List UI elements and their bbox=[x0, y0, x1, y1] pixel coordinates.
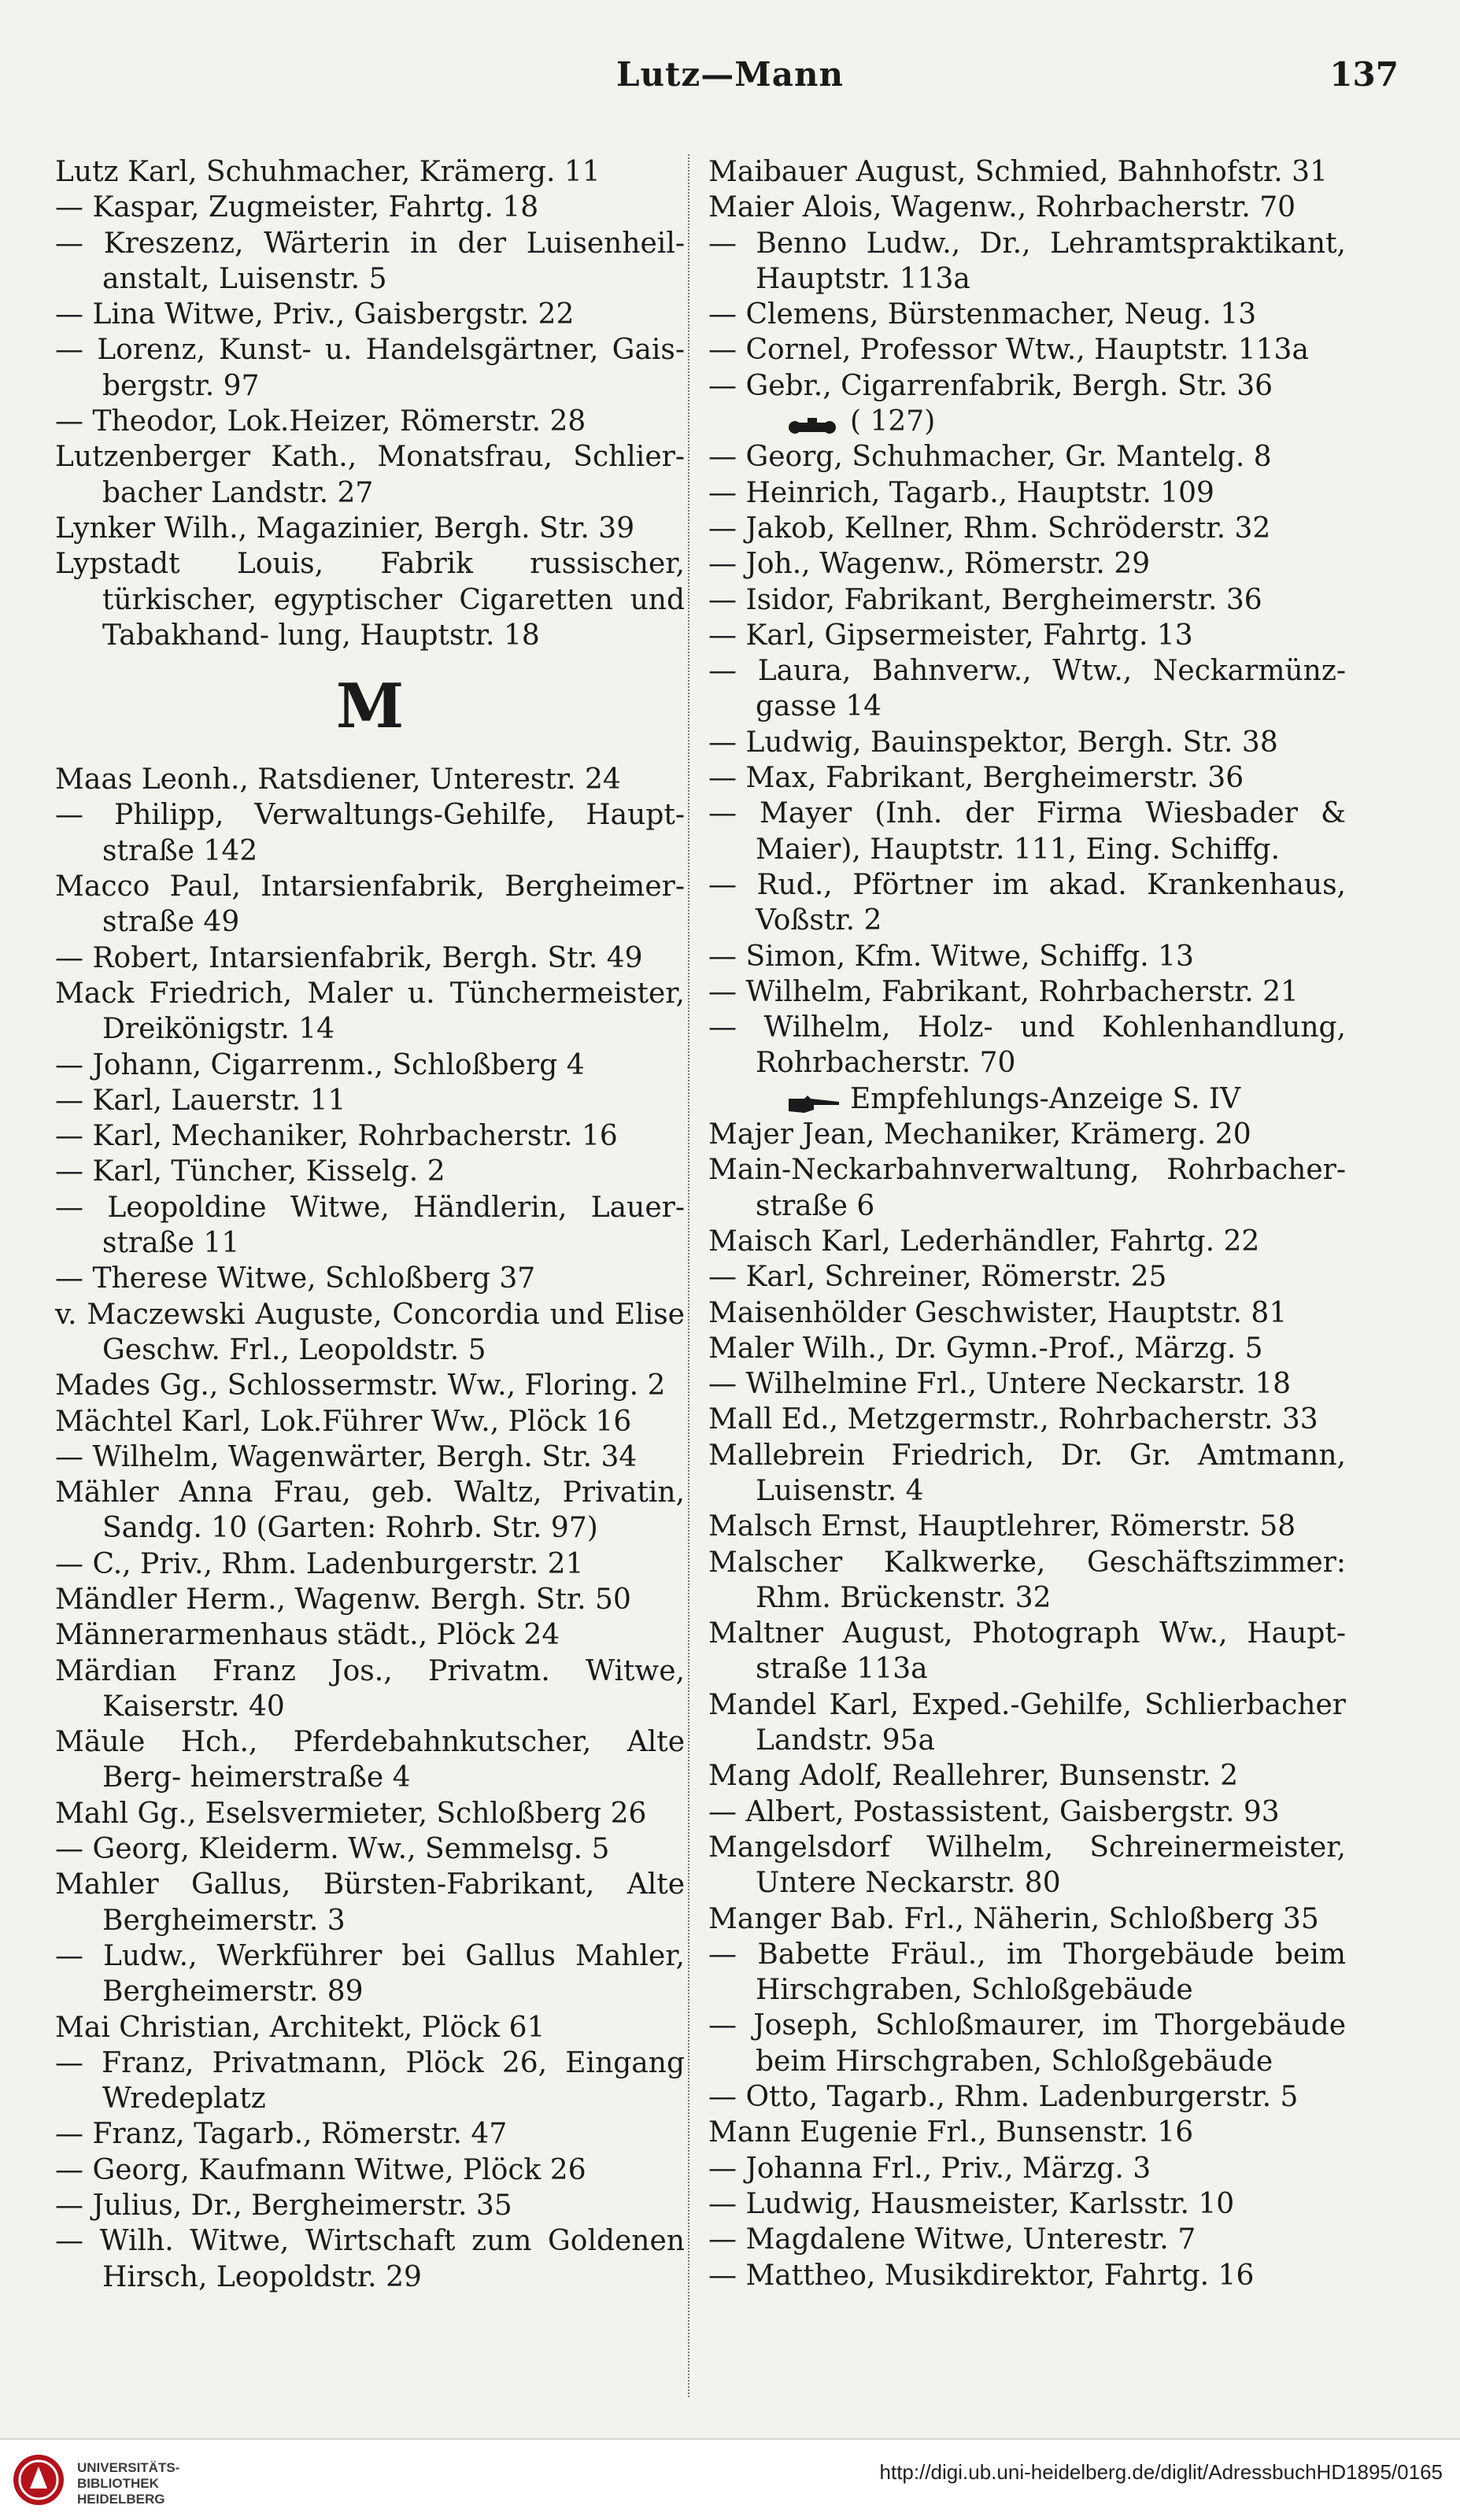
list-item: — Heinrich, Tagarb., Hauptstr. 109 bbox=[708, 476, 1214, 509]
list-item: — Isidor, Fabrikant, Bergheimerstr. 36 bbox=[708, 583, 1262, 616]
list-item: — Leopoldine Witwe, Händlerin, Lauer- straße 11 bbox=[55, 1191, 685, 1260]
list-item: — Wilhelm, Holz- und Kohlenhandlung, Rohrbacherstr. 70 bbox=[708, 1011, 1346, 1080]
list-item: — Karl, Lauerstr. 11 bbox=[55, 1084, 346, 1117]
list-item: v. Maczewski Auguste, Concordia und Elise Geschw. Frl., Leopoldstr. 5 bbox=[55, 1298, 685, 1366]
telephone-icon bbox=[787, 412, 842, 435]
list-item: Mai Christian, Architekt, Plöck 61 bbox=[55, 2011, 545, 2044]
library-logo[interactable] bbox=[11, 2452, 271, 2511]
list-item: Mall Ed., Metzgermstr., Rohrbacherstr. 33 bbox=[708, 1403, 1318, 1436]
list-item: — Karl, Schreiner, Römerstr. 25 bbox=[708, 1261, 1167, 1294]
list-item: Majer Jean, Mechaniker, Krämerg. 20 bbox=[708, 1118, 1251, 1151]
logo-line: UNIVERSITÄTS- bbox=[77, 2460, 180, 2475]
list-item: — Theodor, Lok.Heizer, Römerstr. 28 bbox=[55, 405, 586, 438]
list-item: Mäule Hch., Pferdebahnkutscher, Alte Berg- heimerstraße 4 bbox=[55, 1726, 685, 1794]
list-item: Macco Paul, Intarsienfabrik, Bergheimer- straße 49 bbox=[55, 870, 685, 939]
advertisement-label: Empfehlungs-Anzeige S. IV bbox=[850, 1082, 1241, 1115]
list-item: — Lorenz, Kunst- u. Handelsgärtner, Gais- bergstr. 97 bbox=[55, 334, 685, 402]
list-item: — Franz, Tagarb., Römerstr. 47 bbox=[55, 2118, 508, 2151]
list-item: — C., Priv., Rhm. Ladenburgerstr. 21 bbox=[55, 1547, 584, 1580]
list-item: Main-Neckarbahnverwaltung, Rohrbacher- straße 6 bbox=[708, 1154, 1346, 1222]
right-column bbox=[708, 154, 1346, 2293]
list-item: Mändler Herm., Wagenw. Bergh. Str. 50 bbox=[55, 1583, 631, 1616]
source-url-link[interactable]: http://digi.ub.uni-heidelberg.de/diglit/AdressbuchHD1895/0165 bbox=[879, 2460, 1443, 2484]
list-item: Mandel Karl, Exped.-Gehilfe, Schlierbacher Landstr. 95a bbox=[708, 1688, 1346, 1757]
list-item: — Ludwig, Bauinspektor, Bergh. Str. 38 bbox=[708, 726, 1278, 759]
list-item: — Clemens, Bürstenmacher, Neug. 13 bbox=[708, 298, 1257, 331]
list-item: Malscher Kalkwerke, Geschäftszimmer: Rhm. Brückenstr. 32 bbox=[708, 1546, 1346, 1614]
list-item: — Kreszenz, Wärterin in der Luisenheil- anstalt, Luisenstr. 5 bbox=[55, 227, 685, 295]
list-item: — Philipp, Verwaltungs-Gehilfe, Haupt- straße 142 bbox=[55, 799, 685, 867]
page-header bbox=[47, 55, 1413, 110]
list-item: — Ludwig, Hausmeister, Karlsstr. 10 bbox=[708, 2187, 1235, 2220]
list-item: Lynker Wilh., Magazinier, Bergh. Str. 39 bbox=[55, 512, 635, 545]
list-item: — Simon, Kfm. Witwe, Schiffg. 13 bbox=[708, 940, 1194, 973]
list-item: Mann Eugenie Frl., Bunsenstr. 16 bbox=[708, 2116, 1194, 2149]
list-item: — Joh., Wagenw., Römerstr. 29 bbox=[708, 548, 1151, 581]
running-head: Lutz—Mann bbox=[615, 55, 845, 94]
list-item: — Robert, Intarsienfabrik, Bergh. Str. 49 bbox=[55, 941, 643, 974]
list-item: Manger Bab. Frl., Näherin, Schloßberg 35 bbox=[708, 1902, 1319, 1935]
list-item: Mades Gg., Schlossermstr. Ww., Floring. 2 bbox=[55, 1369, 666, 1402]
list-item: — Therese Witwe, Schloßberg 37 bbox=[55, 1262, 536, 1295]
list-item: — Karl, Mechaniker, Rohrbacherstr. 16 bbox=[55, 1120, 618, 1153]
list-item: — Wilhelm, Wagenwärter, Bergh. Str. 34 bbox=[55, 1440, 638, 1473]
section-letter: M bbox=[335, 671, 405, 743]
list-item: Mang Adolf, Reallehrer, Bunsenstr. 2 bbox=[708, 1760, 1238, 1793]
list-item: — Julius, Dr., Bergheimerstr. 35 bbox=[55, 2189, 512, 2223]
list-item: — Johanna Frl., Priv., Märzg. 3 bbox=[708, 2152, 1151, 2185]
list-item: — Rud., Pförtner im akad. Krankenhaus, Voßstr. 2 bbox=[708, 868, 1346, 937]
list-item: — Mattheo, Musikdirektor, Fahrtg. 16 bbox=[708, 2259, 1255, 2292]
list-item: Mähler Anna Frau, geb. Waltz, Privatin, Sandg. 10 (Garten: Rohrb. Str. 97) bbox=[55, 1476, 685, 1545]
list-item: — Otto, Tagarb., Rhm. Ladenburgerstr. 5 bbox=[708, 2081, 1299, 2114]
list-item: — Wilhelmine Frl., Untere Neckarstr. 18 bbox=[708, 1368, 1292, 1401]
list-item: — Ludw., Werkführer bei Gallus Mahler, Bergheimerstr. 89 bbox=[55, 1939, 685, 2008]
telephone-reference bbox=[708, 404, 1346, 439]
logo-line: BIBLIOTHEK bbox=[77, 2476, 159, 2491]
list-item: Mächtel Karl, Lok.Führer Ww., Plöck 16 bbox=[55, 1405, 632, 1438]
list-item: — Kaspar, Zugmeister, Fahrtg. 18 bbox=[55, 191, 539, 224]
logo-text bbox=[77, 2460, 179, 2507]
list-item: Männerarmenhaus städt., Plöck 24 bbox=[55, 1619, 560, 1652]
list-item: — Lina Witwe, Priv., Gaisbergstr. 22 bbox=[55, 298, 575, 331]
list-item: Maibauer August, Schmied, Bahnhofstr. 31 bbox=[708, 156, 1328, 188]
list-item: Malsch Ernst, Hauptlehrer, Römerstr. 58 bbox=[708, 1510, 1296, 1543]
list-item: — Albert, Postassistent, Gaisbergstr. 93 bbox=[708, 1795, 1280, 1828]
logo-line: HEIDELBERG bbox=[77, 2492, 165, 2507]
column-divider bbox=[688, 154, 689, 2397]
footer-bar bbox=[0, 2438, 1460, 2520]
left-column bbox=[55, 154, 685, 2295]
list-item: — Wilhelm, Fabrikant, Rohrbacherstr. 21 bbox=[708, 975, 1299, 1008]
list-item: — Jakob, Kellner, Rhm. Schröderstr. 32 bbox=[708, 512, 1271, 545]
list-item: Mahl Gg., Eselsvermieter, Schloßberg 26 bbox=[55, 1797, 647, 1830]
list-item: — Georg, Schuhmacher, Gr. Mantelg. 8 bbox=[708, 441, 1272, 474]
list-item: Maisch Karl, Lederhändler, Fahrtg. 22 bbox=[708, 1225, 1260, 1258]
list-item: Mallebrein Friedrich, Dr. Gr. Amtmann, Luisenstr. 4 bbox=[708, 1439, 1346, 1507]
list-item: Maltner August, Photograph Ww., Haupt- straße 113a bbox=[708, 1617, 1346, 1686]
list-item: — Max, Fabrikant, Bergheimerstr. 36 bbox=[708, 762, 1244, 795]
list-item: — Benno Ludw., Dr., Lehramtspraktikant, Hauptstr. 113a bbox=[708, 227, 1346, 295]
telephone-number: ( 127) bbox=[850, 405, 936, 438]
list-item: Lypstadt Louis, Fabrik russischer, türkischer, egyptischer Cigaretten und Tabakhand- lung, Hauptstr. 18 bbox=[55, 548, 685, 652]
list-item: Maler Wilh., Dr. Gymn.-Prof., Märzg. 5 bbox=[708, 1332, 1263, 1365]
list-item: — Mayer (Inh. der Firma Wiesbader & Maier), Hauptstr. 111, Eing. Schiffg. bbox=[708, 797, 1346, 866]
pointing-hand-icon bbox=[787, 1089, 842, 1113]
list-item: — Karl, Gipsermeister, Fahrtg. 13 bbox=[708, 619, 1193, 652]
list-item: Lutz Karl, Schuhmacher, Krämerg. 11 bbox=[55, 156, 601, 188]
page-number: 137 bbox=[1329, 55, 1399, 94]
list-item: Lutzenberger Kath., Monatsfrau, Schlier- bacher Landstr. 27 bbox=[55, 441, 685, 509]
list-item: Maier Alois, Wagenw., Rohrbacherstr. 70 bbox=[708, 191, 1296, 224]
list-item: — Wilh. Witwe, Wirtschaft zum Goldenen Hirsch, Leopoldstr. 29 bbox=[55, 2225, 685, 2293]
list-item: — Georg, Kleiderm. Ww., Semmelsg. 5 bbox=[55, 1833, 610, 1866]
list-item: — Franz, Privatmann, Plöck 26, Eingang Wredeplatz bbox=[55, 2046, 685, 2115]
list-item: — Georg, Kaufmann Witwe, Plöck 26 bbox=[55, 2153, 586, 2186]
list-item: — Gebr., Cigarrenfabrik, Bergh. Str. 36 bbox=[708, 369, 1273, 402]
list-item: Mack Friedrich, Maler u. Tünchermeister, Dreikönigstr. 14 bbox=[55, 977, 685, 1046]
list-item: — Magdalene Witwe, Unterestr. 7 bbox=[708, 2223, 1196, 2256]
list-item: — Cornel, Professor Wtw., Hauptstr. 113a bbox=[708, 334, 1309, 367]
university-seal-icon bbox=[11, 2452, 66, 2507]
list-item: Märdian Franz Jos., Privatm. Witwe, Kaiserstr. 40 bbox=[55, 1654, 685, 1723]
list-item: — Karl, Tüncher, Kisselg. 2 bbox=[55, 1155, 445, 1188]
advertisement-reference bbox=[708, 1081, 1346, 1117]
list-item: — Joseph, Schloßmaurer, im Thorgebäude beim Hirschgraben, Schloßgebäude bbox=[708, 2009, 1346, 2078]
list-item: — Laura, Bahnverw., Wtw., Neckarmünz- gasse 14 bbox=[708, 655, 1346, 723]
list-item: — Johann, Cigarrenm., Schloßberg 4 bbox=[55, 1048, 585, 1081]
list-item: Maas Leonh., Ratsdiener, Unterestr. 24 bbox=[55, 763, 621, 796]
list-item: Mahler Gallus, Bürsten-Fabrikant, Alte Bergheimerstr. 3 bbox=[55, 1868, 685, 1937]
list-item: Maisenhölder Geschwister, Hauptstr. 81 bbox=[708, 1296, 1288, 1329]
list-item: — Babette Fräul., im Thorgebäude beim Hirschgraben, Schloßgebäude bbox=[708, 1938, 1346, 2007]
list-item: Mangelsdorf Wilhelm, Schreinermeister, Untere Neckarstr. 80 bbox=[708, 1831, 1346, 1900]
